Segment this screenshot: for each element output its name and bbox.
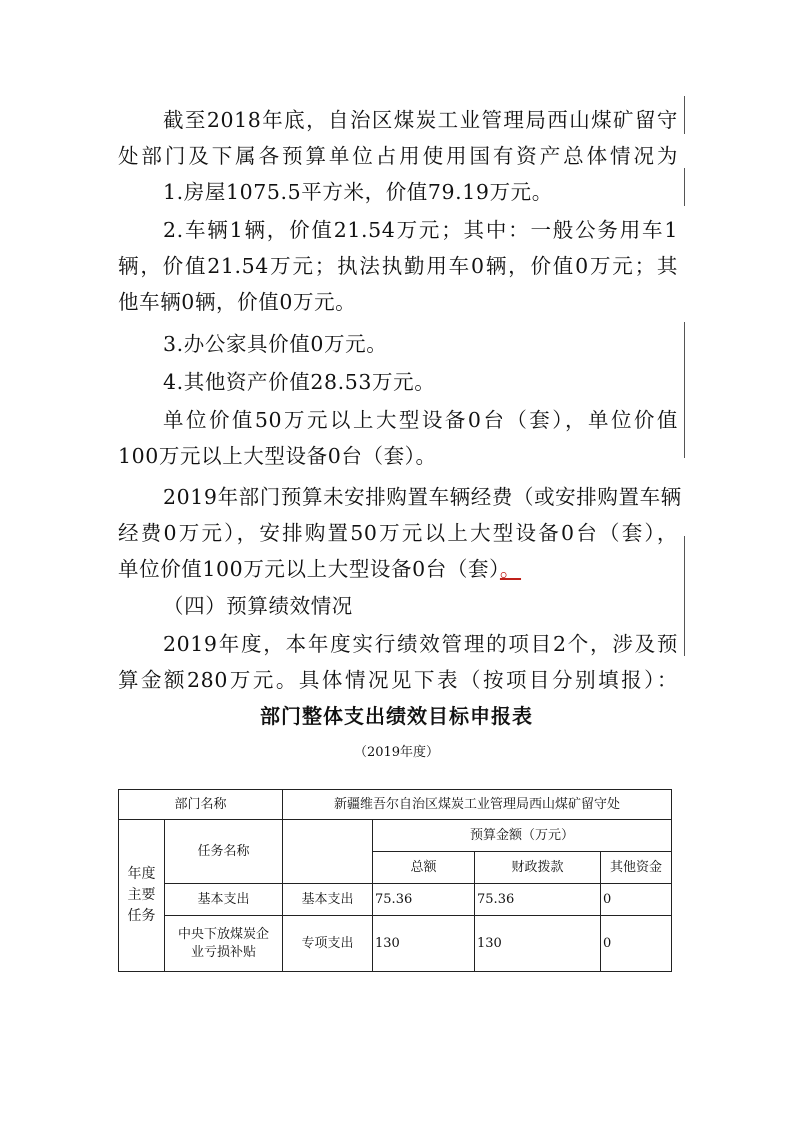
asset-item-vehicles: 2.车辆1辆，价值21.54万元；其中：一般公务用车1 xyxy=(163,218,678,242)
task-type-cell: 专项支出 xyxy=(283,916,373,972)
task-name-cell: 基本支出 xyxy=(165,884,283,916)
dept-name-label: 部门名称 xyxy=(119,790,283,820)
other-cell: 0 xyxy=(601,916,672,972)
fiscal-cell: 130 xyxy=(475,916,601,972)
revision-bar xyxy=(684,168,685,206)
paragraph-line: 辆，价值21.54万元；执法执勤用车0辆，价值0万元；其 xyxy=(118,254,678,278)
other-cell: 0 xyxy=(601,884,672,916)
asset-item-other: 4.其他资产价值28.53万元。 xyxy=(163,370,436,394)
task-name-cell: 中央下放煤炭企业亏损补贴 xyxy=(165,916,283,972)
paragraph-line: 算金额280万元。具体情况见下表（按项目分别填报）： xyxy=(118,668,678,692)
table-row xyxy=(119,916,672,972)
performance-table xyxy=(118,789,672,972)
paragraph-line: 100万元以上大型设备0台（套）。 xyxy=(118,444,437,468)
revision-bar xyxy=(684,96,685,134)
asset-item-furniture: 3.办公家具价值0万元。 xyxy=(163,332,388,356)
paragraph-text: 单位价值100万元以上大型设备0台（套） xyxy=(118,557,500,581)
paragraph-line xyxy=(118,553,678,585)
dept-name-value: 新疆维吾尔自治区煤炭工业管理局西山煤矿留守处 xyxy=(283,790,672,820)
tracked-change-mark: 。 xyxy=(499,557,522,581)
revision-bar xyxy=(684,536,685,656)
asset-item-housing: 1.房屋1075.5平方米，价值79.19万元。 xyxy=(163,180,553,204)
paragraph-line: 经费0万元），安排购置50万元以上大型设备0台（套）， xyxy=(118,521,678,545)
col-other-header: 其他资金 xyxy=(601,852,672,884)
table-row xyxy=(119,884,672,916)
table-row xyxy=(119,820,672,852)
col-fiscal-header: 财政拨款 xyxy=(475,852,601,884)
paragraph-line: 处部门及下属各预算单位占用使用国有资产总体情况为 xyxy=(118,144,678,168)
paragraph-line: 2019年部门预算未安排购置车辆经费（或安排购置车辆 xyxy=(163,485,682,509)
col-total-header: 总额 xyxy=(373,852,475,884)
budget-header: 预算金额（万元） xyxy=(373,820,672,852)
section-heading: （四）预算绩效情况 xyxy=(163,594,353,618)
table-row xyxy=(119,790,672,820)
paragraph-line: 他车辆0辆，价值0万元。 xyxy=(118,290,357,314)
task-group-label: 年度主要任务 xyxy=(119,820,165,972)
revision-bar xyxy=(684,322,685,458)
fiscal-cell: 75.36 xyxy=(475,884,601,916)
paragraph-line: 截至2018年底，自治区煤炭工业管理局西山煤矿留守 xyxy=(163,108,678,132)
paragraph-line: 2019年度，本年度实行绩效管理的项目2个，涉及预 xyxy=(163,632,678,656)
total-cell: 75.36 xyxy=(373,884,475,916)
task-type-cell: 基本支出 xyxy=(283,884,373,916)
task-name-header: 任务名称 xyxy=(165,820,283,884)
paragraph-line: 单位价值50万元以上大型设备0台（套），单位价值 xyxy=(163,408,678,432)
table-year: （2019年度） xyxy=(353,745,440,760)
total-cell: 130 xyxy=(373,916,475,972)
empty-header-cell xyxy=(283,820,373,884)
table-title: 部门整体支出绩效目标申报表 xyxy=(260,704,533,728)
